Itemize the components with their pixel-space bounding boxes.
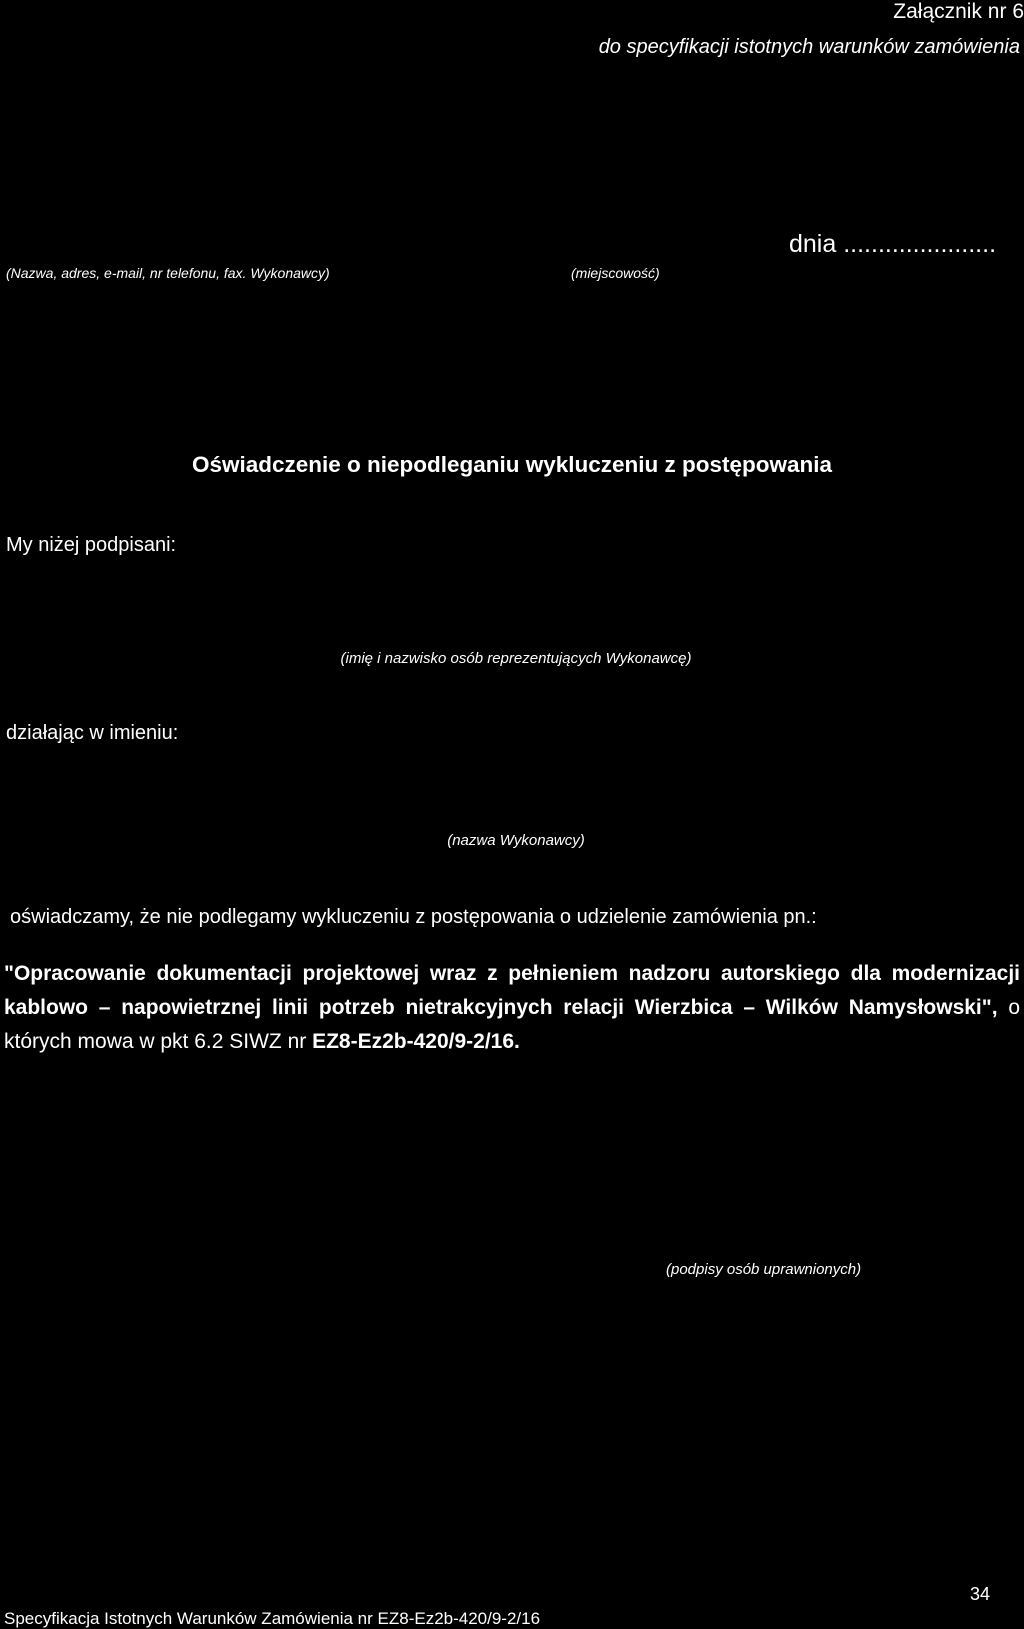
statement-text: oświadczamy, że nie podlegamy wykluczeniu z postępowania o udzielenie zamówienia pn.: — [10, 906, 817, 928]
project-paragraph — [4, 957, 1020, 1059]
reference-text: o których mowa w pkt 6.2 SIWZ nr — [4, 996, 1020, 1053]
acting-label: działając w imieniu: — [6, 722, 179, 744]
undersigned-label: My niżej podpisani: — [6, 534, 177, 556]
project-title: "Opracowanie dokumentacji projektowej wraz z pełnieniem nadzoru autorskiego dla modernizacji kablowo – napowietrznej linii potrzeb nietrakcyjnych relacji Wierzbica – Wilków Namysłowski", — [4, 962, 1020, 1019]
names-caption: (imię i nazwisko osób reprezentujących Wykonawcę) — [340, 650, 692, 667]
document-title: Oświadczenie o niepodleganiu wykluczeniu z postępowania — [191, 452, 833, 477]
footer-text: Specyfikacja Istotnych Warunków Zamówienia nr EZ8-Ez2b-420/9-2/16 — [4, 1609, 541, 1628]
company-caption: (Nazwa, adres, e-mail, nr telefonu, fax. Wykonawcy) — [6, 265, 330, 281]
signature-caption: (podpisy osób uprawnionych) — [666, 1261, 862, 1278]
page-number: 34 — [970, 1584, 991, 1604]
firm-caption: (nazwa Wykonawcy) — [447, 832, 585, 849]
attachment-label: Załącznik nr 6 — [893, 0, 1024, 23]
place-caption: (miejscowość) — [571, 265, 660, 281]
reference-number: EZ8-Ez2b-420/9-2/16. — [312, 1030, 520, 1053]
date-field: dnia ...................... — [789, 230, 997, 258]
attachment-subtitle: do specyfikacji istotnych warunków zamówienia — [598, 36, 1020, 58]
